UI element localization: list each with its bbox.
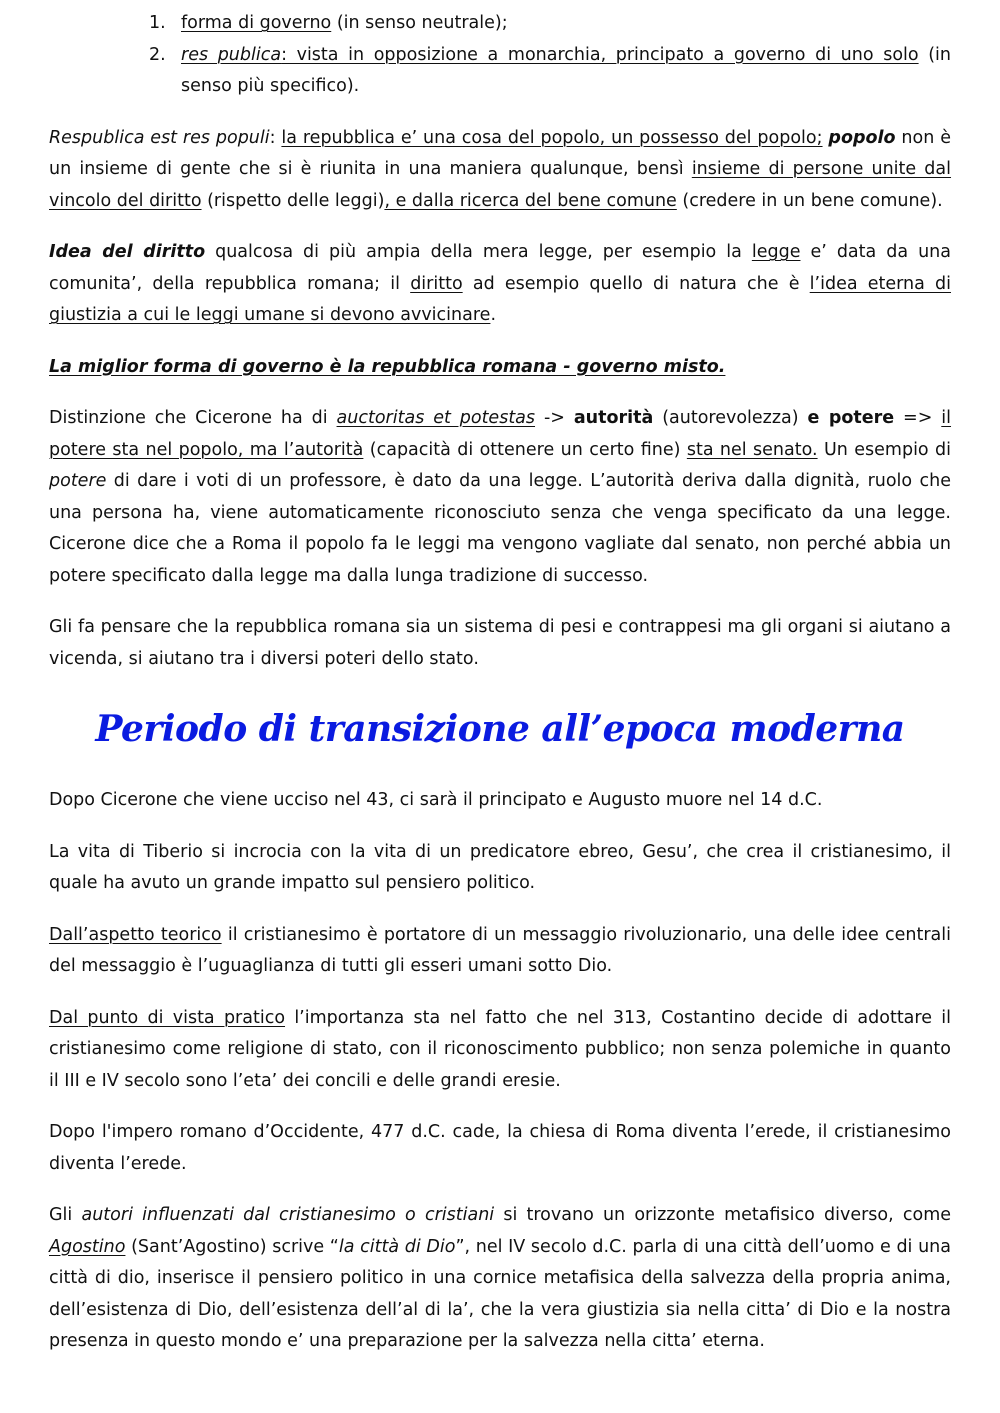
definition-list <box>49 8 951 103</box>
text-run: Distinzione che Cicerone ha di <box>49 408 337 428</box>
bold-term: autorità <box>573 408 654 428</box>
list-item <box>49 40 951 103</box>
bold-italic-term: popolo <box>828 127 896 148</box>
underlined-phrase: insieme di persone unite dal vincolo del diritto <box>49 159 952 211</box>
text-run: il cristianesimo è portatore di un messaggio rivoluzionario, una delle idee centrali del messaggio è l’uguaglianza di tutti gli esseri umani sotto Dio. <box>49 924 951 976</box>
text-run: (capacità di ottenere un certo fine) <box>363 439 687 460</box>
text-run: non è un insieme di gente che si è riunita in una maniera qualunque, bensì <box>49 127 951 179</box>
underlined-italic-phrase: Agostino <box>49 1236 126 1257</box>
section-title: Periodo di transizione all’epoca moderna <box>95 708 905 750</box>
list-number: 1. <box>149 13 166 33</box>
underlined-phrase: , e dalla ricerca del bene comune <box>384 190 677 211</box>
underlined-phrase: sta nel senato. <box>686 439 818 460</box>
text-run: si trovano un orizzonte metafisico diverso, come <box>494 1205 952 1225</box>
text-run: : <box>269 127 282 148</box>
text-run: (autorevolezza) <box>653 408 808 428</box>
text-run: ad esempio quello di natura che è <box>462 273 810 294</box>
paragraph-pesi-contrappesi: Gli fa pensare che la repubblica romana sia un sistema di pesi e contrappesi ma gli organi si aiutano a vicenda, si aiutano tra i diversi poteri dello stato. <box>49 617 951 669</box>
paragraph-respublica <box>49 123 951 218</box>
paragraph-idea-del-diritto <box>49 237 951 332</box>
italic-phrase: la città di Dio <box>338 1236 456 1257</box>
italic-phrase: Respublica est res populi <box>49 127 270 148</box>
text-run: (credere in un bene comune). <box>676 190 943 211</box>
text-run: ”, nel IV secolo d.C. parla di una città dell’uomo e di una città di dio, inserisce il pensiero politico in una cornice metafisica della salvezza della propria anima, dell’esistenza di Dio, dell’esistenza dell’al di la’, che la vera giustizia sia nella citta’ di Dio e la nostra presenza in questo mondo e’ una preparazione per la salvezza nella citta’ eterna. <box>49 1236 951 1351</box>
underlined-phrase: il potere sta nel popolo, ma l’autorità <box>49 408 952 460</box>
underlined-phrase: la repubblica e’ una cosa del popolo, un possesso del popolo; <box>281 127 823 148</box>
paragraph-punto-pratico <box>49 1003 951 1098</box>
list-term: res publica <box>181 44 282 65</box>
numbered-list <box>49 8 951 103</box>
list-text: (in senso neutrale); <box>331 13 508 33</box>
paragraph-cicerone: Dopo Cicerone che viene ucciso nel 43, ci sarà il principato e Augusto muore nel 14 d.C. <box>49 790 823 810</box>
paragraph-auctoritas <box>49 403 951 592</box>
paragraph-impero: Dopo l'impero romano d’Occidente, 477 d.C. cade, la chiesa di Roma diventa l’erede, il cristianesimo diventa l’erede. <box>49 1122 951 1174</box>
underlined-phrase: diritto <box>410 273 463 294</box>
paragraph-agostino <box>49 1200 951 1358</box>
text-run: -> <box>535 408 574 428</box>
bold-term: e potere <box>807 408 895 428</box>
text-run: di dare i voti di un professore, è dato da una legge. L’autorità deriva dalla dignità, ruolo che una persona ha, viene automaticamente riconosciuto senza che venga specificato da una legge. Cicerone dice che a Roma il popolo fa le leggi ma vengono vagliate dal senato, non perché abbia un potere specificato dalla legge ma dalla lunga tradizione di successo. <box>49 471 951 586</box>
underlined-phrase: Dal punto di vista pratico <box>49 1007 286 1028</box>
list-item <box>49 8 951 40</box>
underlined-phrase: Dall’aspetto teorico <box>49 924 222 945</box>
text-run: => <box>894 408 942 428</box>
italic-phrase: autori influenzati dal cristianesimo o cristiani <box>81 1205 495 1225</box>
underlined-phrase: l’idea eterna di giustizia a cui le leggi umane si devono avvicinare <box>49 273 951 325</box>
list-number: 2. <box>149 44 166 65</box>
underlined-italic-phrase: auctoritas et potestas <box>336 408 536 428</box>
italic-phrase: potere <box>49 471 107 491</box>
paragraph-tiberio: La vita di Tiberio si incrocia con la vita di un predicatore ebreo, Gesu’, che crea il cristianesimo, il quale ha avuto un grande impatto sul pensiero politico. <box>49 841 951 893</box>
text-run: qualcosa di più ampia della mera legge, per esempio la <box>205 242 752 262</box>
list-term: forma di governo <box>181 13 332 33</box>
text-run: e’ data da una comunita’, della repubblica romana; il <box>49 242 951 294</box>
list-underlined-text: : vista in opposizione a monarchia, principato a governo di uno solo <box>281 44 919 65</box>
list-text: (in senso più specifico). <box>181 44 951 96</box>
bold-italic-term: Idea del diritto <box>49 242 206 262</box>
bold-italic-underlined-statement: La miglior forma di governo è la repubblica romana - governo misto. <box>49 356 726 377</box>
text-run: (Sant’Agostino) scrive “ <box>125 1236 339 1257</box>
text-run: l’importanza sta nel fatto che nel 313, Costantino decide di adottare il cristianesimo come religione di stato, con il riconoscimento pubblico; non senza polemiche in quanto il III e IV secolo sono l’eta’ dei concili e delle grandi eresie. <box>49 1007 951 1091</box>
paragraph-miglior-forma <box>49 352 951 384</box>
text-run: (rispetto delle leggi) <box>201 190 385 211</box>
text-run: Gli <box>49 1205 82 1225</box>
text-run: . <box>490 305 497 325</box>
text-run: Un esempio di <box>817 439 951 460</box>
paragraph-aspetto-teorico <box>49 920 951 983</box>
underlined-phrase: legge <box>751 242 801 262</box>
